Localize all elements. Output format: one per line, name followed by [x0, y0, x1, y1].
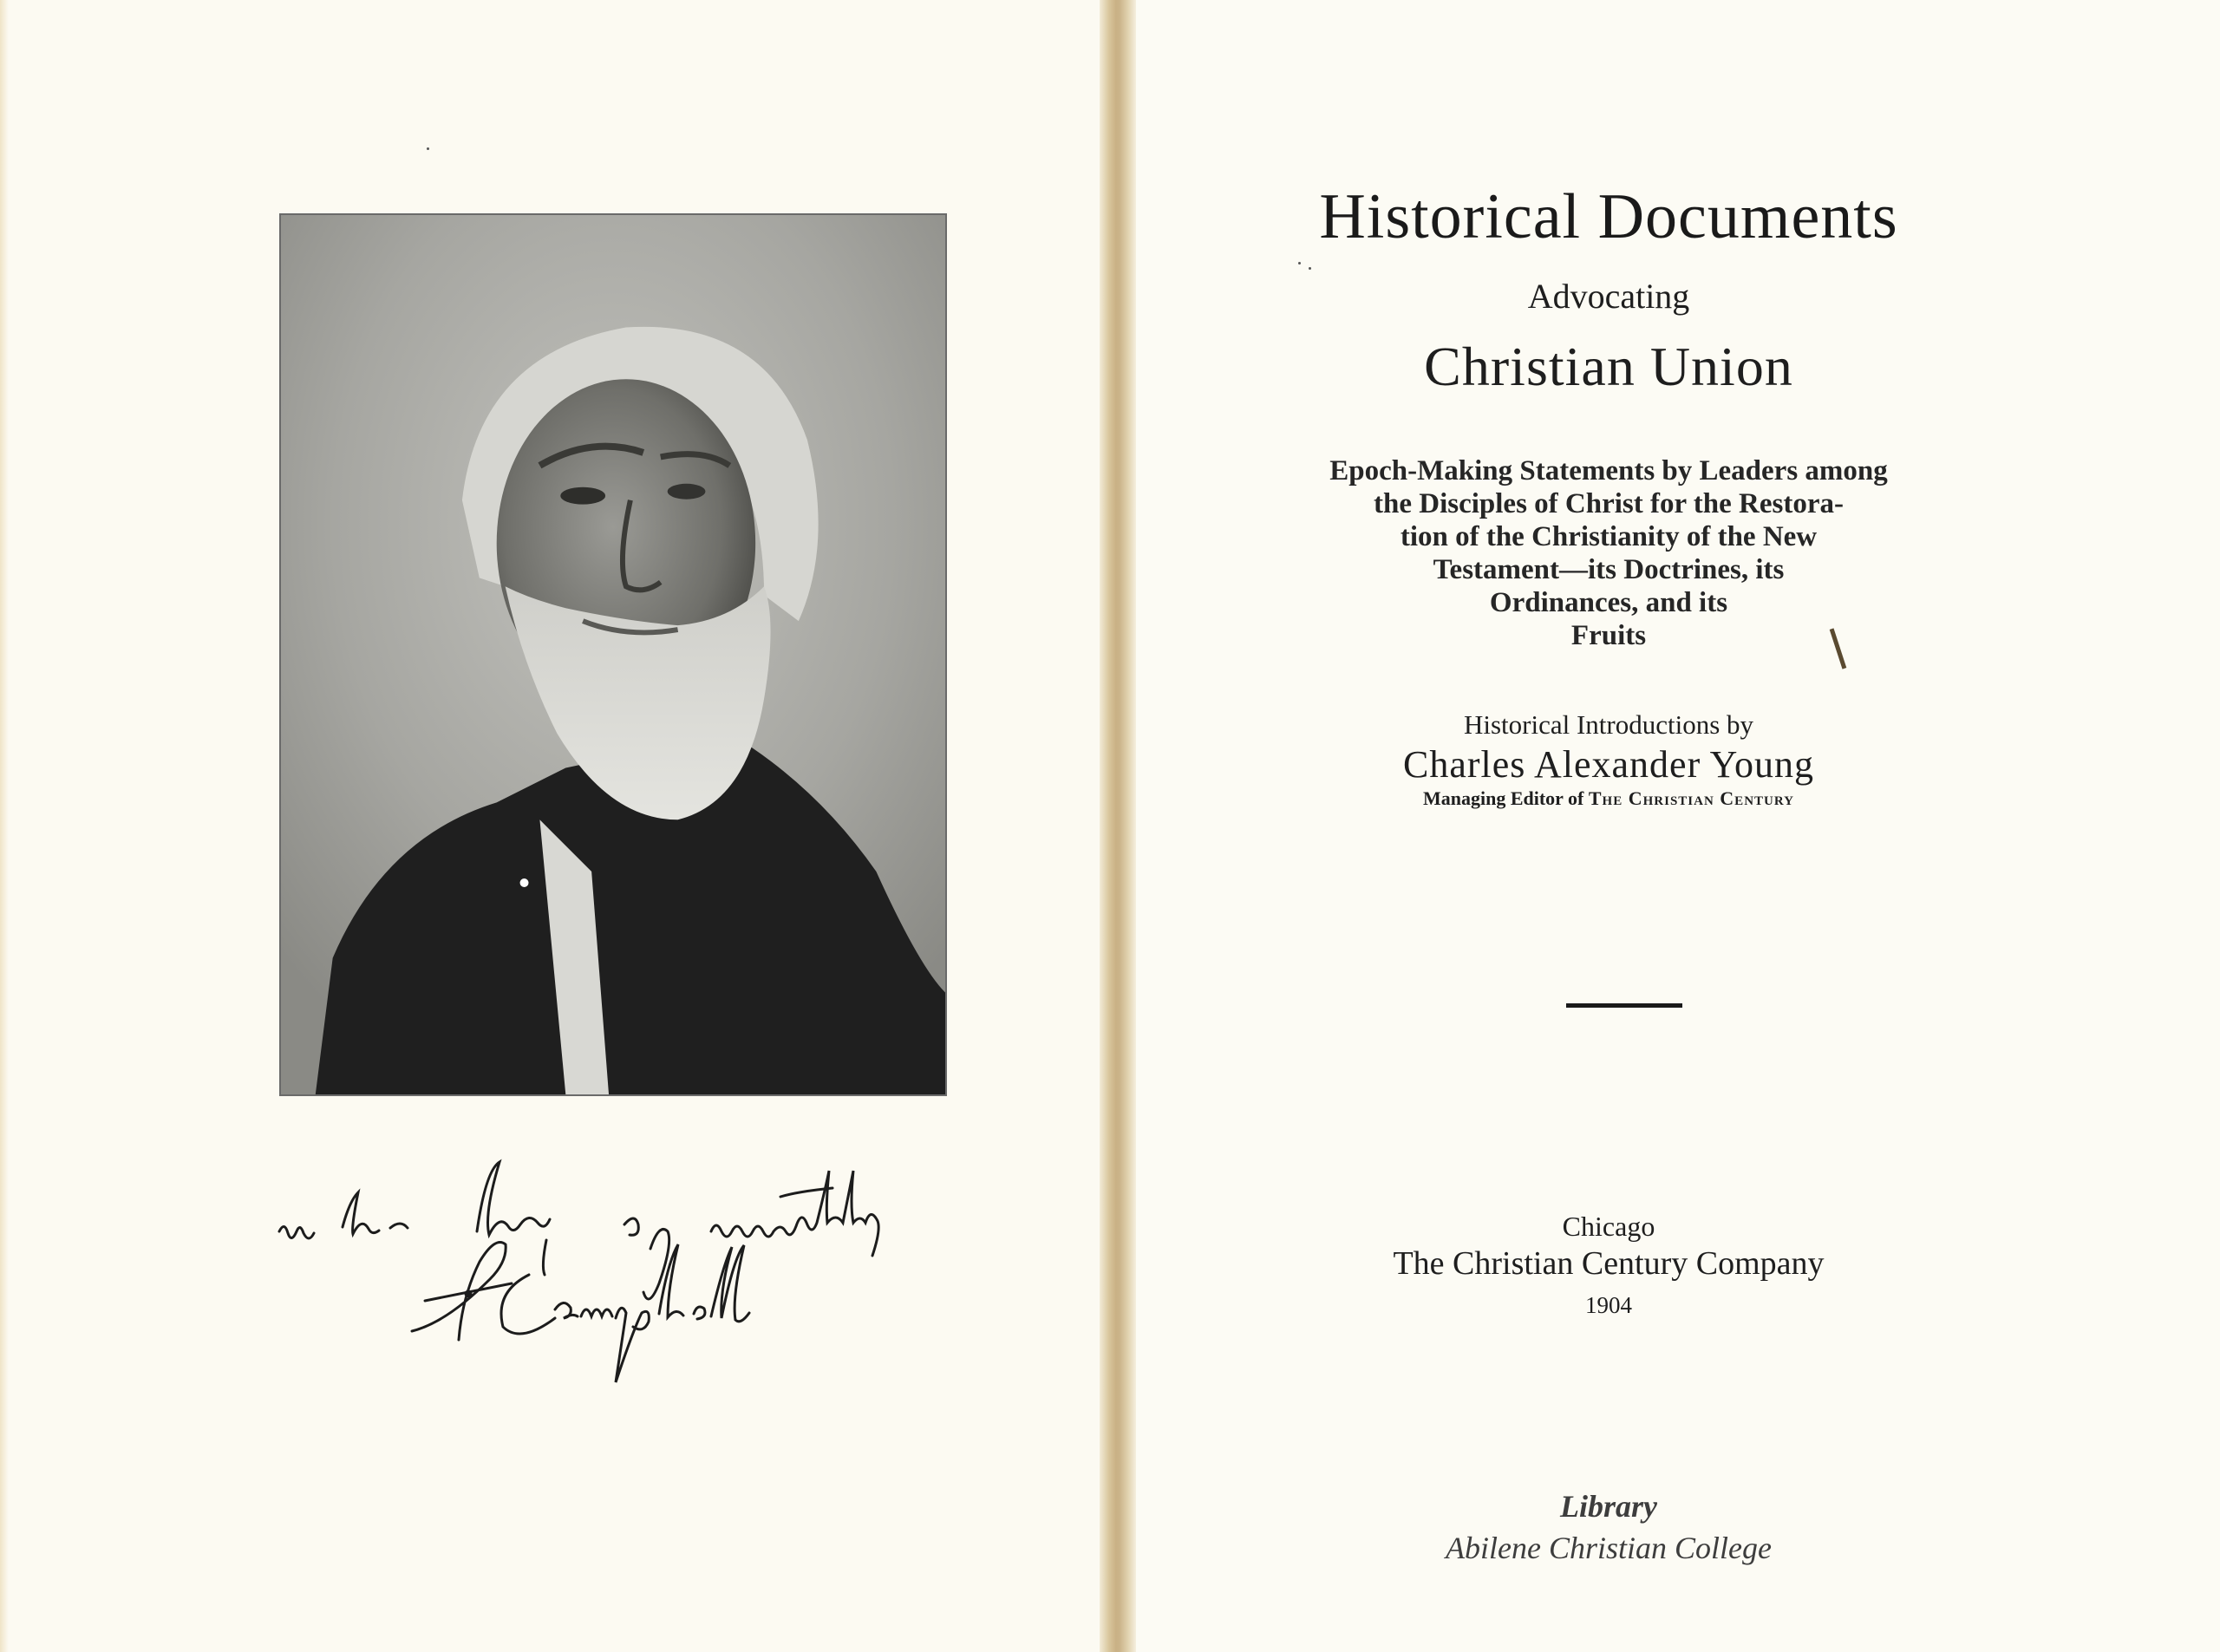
publication-year: 1904	[1585, 1292, 1632, 1318]
divider-rule	[1566, 1003, 1682, 1008]
page-edge	[0, 0, 9, 1652]
description-line: the Disciples of Christ for the Restora-	[1374, 488, 1844, 519]
editor-name: Charles Alexander Young	[1403, 743, 1814, 786]
editor-role-prefix: Managing Editor of	[1422, 787, 1589, 809]
signature-image	[260, 1145, 980, 1388]
description-block	[1136, 454, 2081, 652]
description-line: tion of the Christianity of the New	[1400, 521, 1818, 552]
editor-publication: The Christian Century	[1588, 787, 1794, 809]
publisher-name: The Christian Century Company	[1393, 1245, 1825, 1282]
portrait-image	[281, 215, 945, 1094]
advocating-text: Advocating	[1527, 277, 1690, 316]
page-title: Historical Documents	[1319, 181, 1898, 252]
description-line: Testament—its Doctrines, its	[1433, 554, 1785, 585]
page-speck	[1298, 262, 1301, 264]
page-speck	[427, 147, 429, 150]
library-stamp-line2: Abilene Christian College	[1446, 1531, 1772, 1565]
publication-place: Chicago	[1562, 1211, 1655, 1242]
description-line: Ordinances, and its	[1489, 587, 1728, 618]
library-stamp-line1: Library	[1560, 1489, 1657, 1524]
editor-role	[1136, 787, 2081, 810]
description-line: Fruits	[1570, 620, 1647, 651]
subtitle: Christian Union	[1424, 336, 1793, 397]
portrait-frontispiece	[279, 213, 947, 1096]
handwritten-signature	[260, 1145, 980, 1388]
introductions-by: Historical Introductions by	[1463, 709, 1754, 740]
description-line: Epoch-Making Statements by Leaders among	[1329, 455, 1888, 486]
book-gutter	[1100, 0, 1136, 1652]
page-speck	[1309, 267, 1311, 270]
